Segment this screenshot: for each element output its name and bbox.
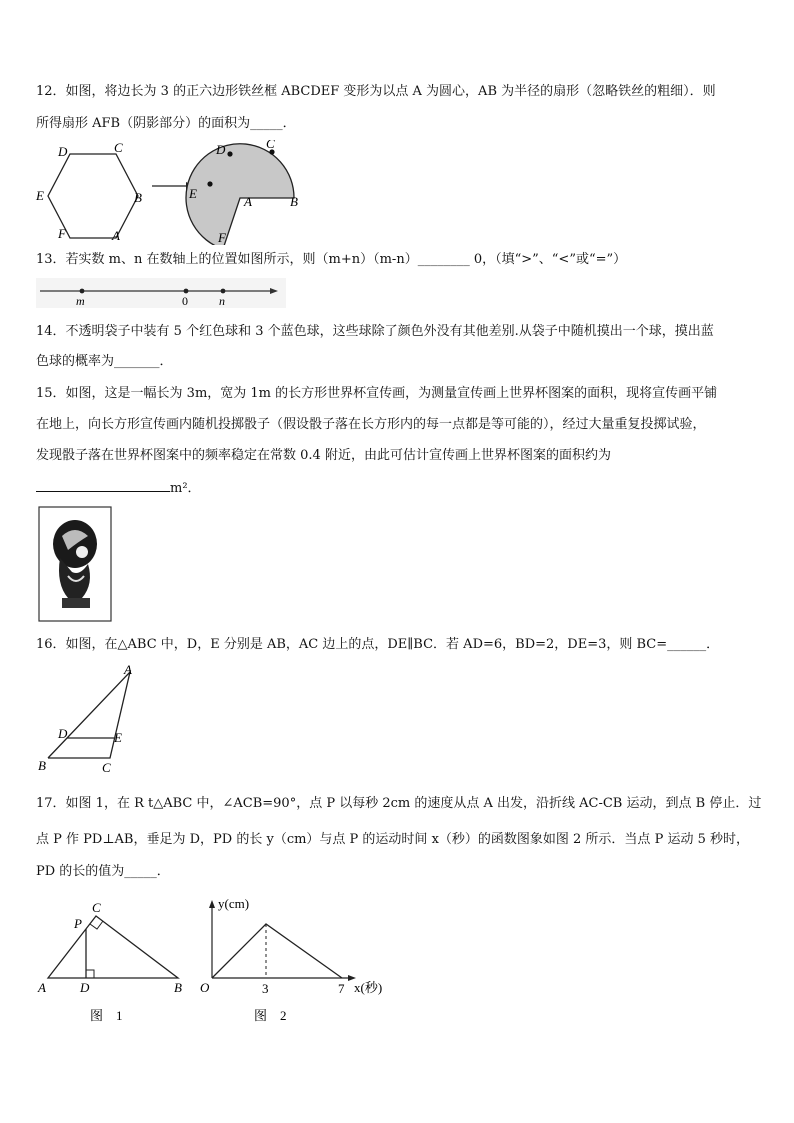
fig1-label-c: C xyxy=(92,900,101,915)
axis-label-n: n xyxy=(219,294,225,308)
figure-2-caption: 图 2 xyxy=(254,1008,287,1023)
point-m xyxy=(80,289,85,294)
trophy-highlight-shape xyxy=(76,546,88,558)
sector-label-f: F xyxy=(218,230,226,245)
q17-line2: 点 P 作 PD⊥AB，垂足为 D，PD 的长 y（cm）与点 P 的运动时间 x（秒）的函数图象如图 2 所示．当点 P 运动 5 秒时， xyxy=(36,832,749,847)
axis-label-zero: 0 xyxy=(182,294,188,308)
q12-line1: 12．如图，将边长为 3 的正六边形铁丝框 ABCDEF 变形为以点 A 为圆心，AB 为半径的扇形（忽略铁丝的粗细）．则 xyxy=(36,84,716,99)
sector-shape xyxy=(186,144,294,245)
right-triangle-abc xyxy=(48,916,178,978)
point-d xyxy=(227,151,232,156)
q14-line1: 14．不透明袋子中装有 5 个红色球和 3 个蓝色球，这些球除了颜色外没有其他差别.从袋子中随机摸出一个球，摸出蓝 xyxy=(36,324,714,339)
right-angle-mark-d xyxy=(86,970,94,978)
sector-label-e: E xyxy=(189,186,197,201)
q12-figure xyxy=(34,140,314,245)
q13-line1: 13．若实数 m、n 在数轴上的位置如图所示，则（m+n）（m-n）________ 0，（填“>”、“<”或“=”） xyxy=(36,252,627,267)
point-e xyxy=(207,181,212,186)
q12-line2: 所得扇形 AFB（阴影部分）的面积为_____． xyxy=(36,116,296,131)
fig1-label-d: D xyxy=(80,980,90,995)
figure-1-caption: 图 1 xyxy=(90,1008,123,1023)
q13-number-line xyxy=(36,278,286,308)
answer-blank xyxy=(36,479,170,492)
sector-label-b: B xyxy=(290,194,298,209)
point-zero xyxy=(184,289,189,294)
sector-label-d: D xyxy=(216,142,226,157)
fig1-label-a: A xyxy=(38,980,46,995)
tri-label-a: A xyxy=(124,662,132,677)
fig1-label-p: P xyxy=(74,916,82,931)
q15-line4-wrap xyxy=(36,479,201,497)
triangle-abc xyxy=(48,672,130,758)
axis-label-m: m xyxy=(76,294,85,308)
q16-line1: 16．如图，在△ABC 中，D，E 分别是 AB，AC 边上的点，DE∥BC．若 AD=6，BD=2，DE=3，则 BC=______． xyxy=(36,637,720,652)
q17-figure-2-graph xyxy=(192,894,392,1028)
hex-label-a: A xyxy=(112,228,120,243)
q15-line4: m²． xyxy=(170,481,201,496)
q17-figure-1 xyxy=(34,896,204,1028)
hex-label-f: F xyxy=(58,226,66,241)
fig2-label-7: 7 xyxy=(338,981,345,996)
sector-label-a: A xyxy=(244,194,252,209)
fig2-label-x: x(秒) xyxy=(354,980,383,995)
q17-line1: 17．如图 1，在 R t△ABC 中，∠ACB=90°，点 P 以每秒 2cm 的速度从点 A 出发，沿折线 AC-CB 运动，到点 B 停止．过 xyxy=(36,796,762,811)
q16-triangle-figure xyxy=(34,662,144,778)
tri-label-d: D xyxy=(58,726,68,741)
fig2-label-3: 3 xyxy=(262,981,269,996)
fig1-label-b: B xyxy=(174,980,182,995)
tri-label-c: C xyxy=(102,760,111,775)
trophy-base-shape xyxy=(62,598,90,608)
q15-world-cup-image xyxy=(38,506,112,622)
tri-label-b: B xyxy=(38,758,46,773)
hex-label-d: D xyxy=(58,144,68,159)
fig2-label-y: y(cm) xyxy=(218,896,250,911)
point-n xyxy=(221,289,226,294)
fig2-label-origin: O xyxy=(200,980,210,995)
function-graph-line xyxy=(212,924,342,978)
sector-label-c: C xyxy=(266,140,275,151)
q15-line2: 在地上，向长方形宣传画内随机投掷骰子（假设骰子落在长方形内的每一点都是等可能的），经过大量重复投掷试验， xyxy=(36,417,706,432)
hex-label-e: E xyxy=(36,188,44,203)
hex-label-b: B xyxy=(134,190,142,205)
hex-label-c: C xyxy=(114,140,123,155)
q14-line2: 色球的概率为_______． xyxy=(36,354,173,369)
q15-line1: 15．如图，这是一幅长为 3m，宽为 1m 的长方形世界杯宣传画，为测量宣传画上世界杯图案的面积，现将宣传画平铺 xyxy=(36,386,718,401)
q17-line3: PD 的长的值为_____． xyxy=(36,864,170,879)
y-axis-arrow-icon xyxy=(209,900,215,908)
number-line-bg xyxy=(36,278,286,308)
q15-line3: 发现骰子落在世界杯图案中的频率稳定在常数 0.4 附近，由此可估计宣传画上世界杯图案的面积约为 xyxy=(36,448,611,463)
tri-label-e: E xyxy=(114,730,122,745)
